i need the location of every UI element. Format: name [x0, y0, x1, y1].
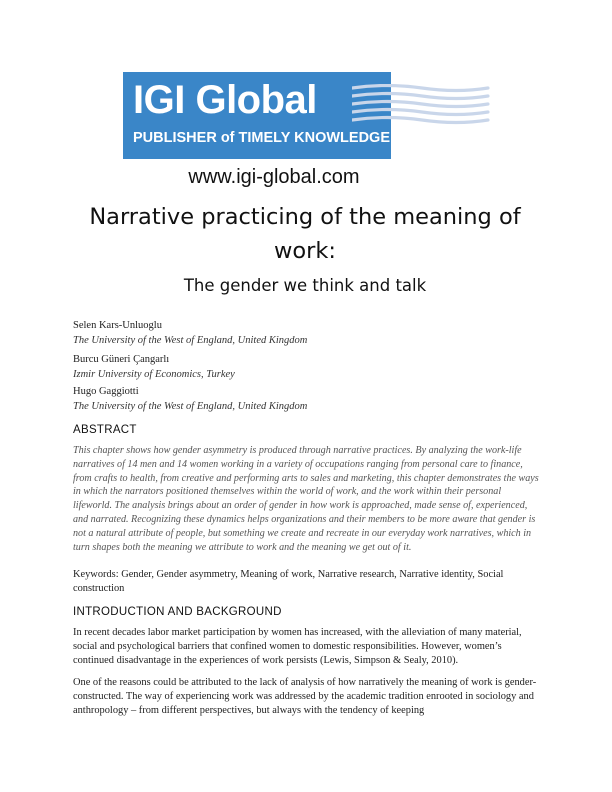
logo-waves-icon — [352, 84, 492, 128]
logo-wordmark: IGI Global — [133, 78, 317, 122]
author-name: Selen Kars-Unluoglu — [73, 320, 162, 331]
author-entry — [73, 384, 553, 414]
author-affiliation: The University of the West of England, United Kingdom — [73, 401, 308, 412]
author-name: Hugo Gaggiotti — [73, 386, 139, 397]
author-name: Burcu Güneri Çangarlı — [73, 354, 170, 365]
abstract-text: This chapter shows how gender asymmetry is produced through narrative practices. By analyzing the work-life narratives of 14 men and 14 women working in a variety of occupations ranging from personal care to finance, from crafts to health, from creative and performing arts to sales and marketing, this chapter demonstrates the ways in which the narrators positioned themselves within the world of work, and the work within their personal lifeworld. The analysis brings about an order of gender in how work is approached, made sense of, experienced, and narrated. Recognizing these dynamics helps organizations and their members to be more aware that gender is not a natural attribute of people, but something we create and recreate in our everyday work narratives, which in turn shapes both the meaning we attribute to work and the meaning we get out of it. — [73, 445, 539, 553]
paper-title: Narrative practicing of the meaning of work: — [89, 204, 521, 264]
author-affiliation: The University of the West of England, United Kingdom — [73, 335, 308, 346]
author-entry — [73, 318, 553, 348]
publisher-logo — [123, 72, 391, 159]
author-entry — [73, 352, 553, 382]
keywords: Keywords: Gender, Gender asymmetry, Meaning of work, Narrative research, Narrative identity, Social construction — [73, 569, 504, 595]
logo-tagline: PUBLISHER of TIMELY KNOWLEDGE — [133, 130, 390, 146]
author-affiliation: Izmir University of Economics, Turkey — [73, 369, 235, 380]
intro-paragraph: In recent decades labor market participation by women has increased, with the alleviation of many material, social and psychological barriers that confined women to domestic responsibilities. However, women’s continued disadvantage in the experiences of work persists (Lewis, Simpson & Sealy, 2010). — [73, 627, 522, 667]
intro-paragraph: One of the reasons could be attributed to the lack of analysis of how narratively the meaning of work is gender-constructed. The way of experiencing work was addressed by the academic tradition enrooted in sociology and anthropology – from different perspectives, but always with the tendency of keeping — [73, 677, 537, 717]
paper-subtitle: The gender we think and talk — [183, 276, 427, 295]
abstract-heading: ABSTRACT — [73, 424, 137, 436]
publisher-url: www.igi-global.com — [188, 166, 360, 188]
introduction-heading: INTRODUCTION AND BACKGROUND — [73, 606, 282, 618]
